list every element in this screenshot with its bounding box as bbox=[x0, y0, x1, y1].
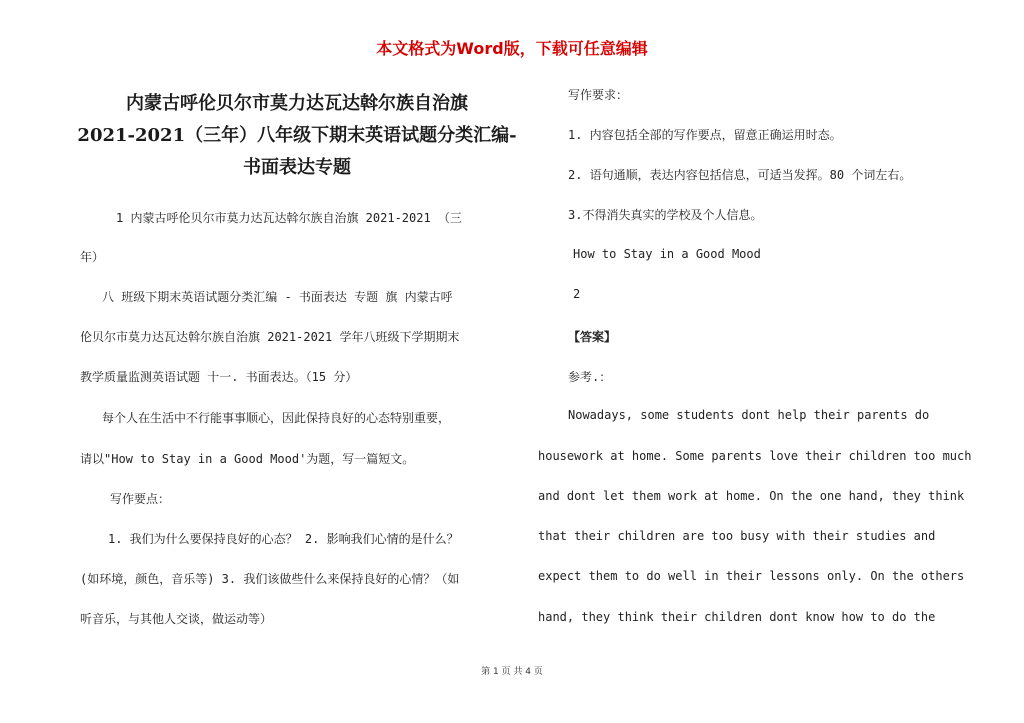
essay-title: How to Stay in a Good Mood bbox=[573, 247, 761, 261]
title-line-3: 书面表达专题 bbox=[243, 157, 351, 178]
paragraph-line: 2. 语句通顺，表达内容包括信息，可适当发挥。80 个词左右。 bbox=[568, 168, 912, 182]
title-line-2: 2021-2021（三年）八年级下期末英语试题分类汇编- bbox=[77, 125, 517, 146]
paragraph-line: 八 班级下期末英语试题分类汇编 - 书面表达 专题 旗 内蒙古呼 bbox=[102, 290, 453, 304]
paragraph-line: that their children are too busy with their studies and bbox=[538, 529, 936, 543]
paragraph-line: (如环境，颜色，音乐等) 3. 我们该做些什么来保持良好的心情？（如 bbox=[80, 572, 460, 586]
left-column bbox=[72, 88, 522, 626]
document-title bbox=[72, 88, 522, 184]
paragraph-line: housework at home. Some parents love their children too much bbox=[538, 449, 972, 463]
page-number-footer: 第 1 页 共 4 页 bbox=[481, 667, 543, 677]
paragraph-line: 1. 我们为什么要保持良好的心态？ 2. 影响我们心情的是什么？ bbox=[108, 532, 459, 546]
paragraph-line: 1 内蒙古呼伦贝尔市莫力达瓦达斡尔族自治旗 2021-2021 （三 bbox=[116, 211, 462, 225]
paragraph-line: Nowadays, some students dont help their parents do bbox=[568, 408, 930, 422]
paragraph-line: 2 bbox=[573, 287, 581, 301]
paragraph-line: 每个人在生活中不行能事事顺心，因此保持良好的心态特别重要， bbox=[102, 411, 451, 425]
paragraph-line: hand, they think their children dont know how to do the bbox=[538, 610, 936, 624]
paragraph-line: 听音乐，与其他人交谈，做运动等） bbox=[80, 612, 273, 626]
paragraph-line: 年） bbox=[80, 250, 105, 264]
paragraph-line: expect them to do well in their lessons only. On the others bbox=[538, 569, 965, 583]
paragraph-line: and dont let them work at home. On the one hand, they think bbox=[538, 489, 965, 503]
answer-heading: 【答案】 bbox=[568, 330, 617, 344]
section-heading: 写作要点： bbox=[110, 492, 171, 506]
paragraph-line: 教学质量监测英语试题 十一. 书面表达。（15 分） bbox=[80, 370, 358, 384]
title-line-1: 内蒙古呼伦贝尔市莫力达瓦达斡尔族自治旗 bbox=[126, 93, 468, 114]
paragraph-line: 伦贝尔市莫力达瓦达斡尔族自治旗 2021-2021 学年八班级下学期期末 bbox=[80, 330, 460, 344]
paragraph-line: 3.不得消失真实的学校及个人信息。 bbox=[568, 208, 763, 222]
word-format-banner: 本文格式为Word版，下载可任意编辑 bbox=[376, 39, 648, 58]
paragraph-line: 1. 内容包括全部的写作要点，留意正确运用时态。 bbox=[568, 128, 842, 142]
paragraph-line: 请以"How to Stay in a Good Mood'为题，写一篇短文。 bbox=[80, 452, 415, 466]
section-heading: 写作要求： bbox=[568, 88, 629, 102]
paragraph-line: 参考.： bbox=[568, 370, 612, 384]
